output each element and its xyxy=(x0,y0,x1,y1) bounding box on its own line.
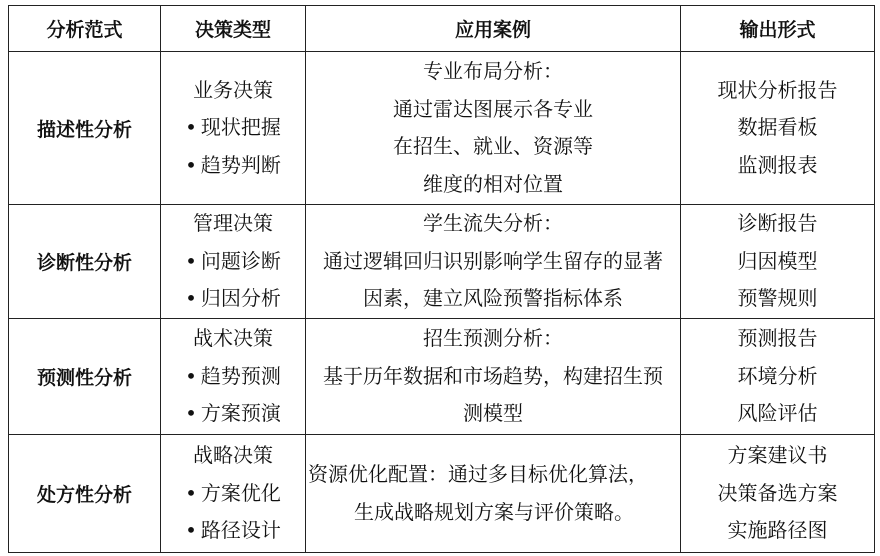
table-row xyxy=(9,319,875,435)
bullet-icon: • xyxy=(185,518,197,543)
output-item: 归因模型 xyxy=(737,248,818,273)
bullet-icon: • xyxy=(185,115,197,140)
bullet-icon: • xyxy=(185,286,197,311)
case-cell xyxy=(306,52,681,205)
decision-title: 业务决策 xyxy=(193,77,273,102)
case-cell xyxy=(306,319,681,435)
decision-item: • 方案预演 xyxy=(185,401,281,426)
output-item: 方案建议书 xyxy=(727,443,828,468)
bullet-icon: • xyxy=(185,152,197,177)
case-line: 招生预测分析： xyxy=(423,326,563,351)
decision-item: • 趋势预测 xyxy=(185,363,281,388)
decision-title: 战术决策 xyxy=(193,326,273,351)
table-row xyxy=(9,435,875,553)
paradigm-cell xyxy=(9,435,161,553)
output-item: 数据看板 xyxy=(737,115,818,140)
output-item: 监测报表 xyxy=(737,152,818,177)
case-line: 通过雷达图展示各专业 xyxy=(393,96,593,121)
decision-title: 管理决策 xyxy=(193,211,273,236)
case-line: 基于历年数据和市场趋势，构建招生预 xyxy=(323,363,663,388)
decision-item: • 归因分析 xyxy=(185,286,281,311)
decision-item: • 路径设计 xyxy=(185,518,281,543)
header-output: 输出形式 xyxy=(681,6,875,52)
output-cell xyxy=(681,205,875,319)
decision-item: • 趋势判断 xyxy=(185,152,281,177)
paradigm-label: 诊断性分析 xyxy=(36,252,132,274)
table-row xyxy=(9,205,875,319)
output-item: 预警规则 xyxy=(737,286,818,311)
paradigm-cell xyxy=(9,205,161,319)
decision-item: • 方案优化 xyxy=(185,480,281,505)
paradigm-cell xyxy=(9,319,161,435)
output-cell xyxy=(681,319,875,435)
output-item: 风险评估 xyxy=(737,401,818,426)
header-case: 应用案例 xyxy=(306,6,681,52)
case-line: 资源优化配置：通过多目标优化算法， xyxy=(308,462,648,486)
bullet-icon: • xyxy=(185,401,197,426)
header-paradigm: 分析范式 xyxy=(9,6,161,52)
paradigm-label: 处方性分析 xyxy=(36,484,132,506)
paradigm-cell xyxy=(9,52,161,205)
bullet-icon: • xyxy=(185,480,197,505)
table-row xyxy=(9,52,875,205)
decision-item: • 现状把握 xyxy=(185,115,281,140)
output-item: 诊断报告 xyxy=(737,211,818,236)
paradigm-label: 描述性分析 xyxy=(36,118,132,141)
decision-cell xyxy=(161,435,306,553)
case-line: 专业布局分析： xyxy=(423,59,563,83)
output-item: 决策备选方案 xyxy=(717,480,838,505)
output-item: 预测报告 xyxy=(737,326,818,351)
case-line: 学生流失分析： xyxy=(423,211,563,236)
output-item: 环境分析 xyxy=(737,363,818,388)
decision-cell xyxy=(161,52,306,205)
header-decision-type: 决策类型 xyxy=(161,6,306,52)
case-cell xyxy=(306,205,681,319)
bullet-icon: • xyxy=(185,363,197,388)
output-item: 实施路径图 xyxy=(727,518,828,543)
analysis-paradigm-table xyxy=(8,5,875,553)
output-cell xyxy=(681,52,875,205)
output-item: 现状分析报告 xyxy=(717,77,838,102)
paradigm-label: 预测性分析 xyxy=(36,367,132,389)
decision-cell xyxy=(161,205,306,319)
case-line: 测模型 xyxy=(463,401,523,426)
decision-item: • 问题诊断 xyxy=(185,248,281,273)
decision-cell xyxy=(161,319,306,435)
case-line: 在招生、就业、资源等 xyxy=(393,134,593,158)
bullet-icon: • xyxy=(185,248,197,273)
case-line: 生成战略规划方案与评价策略。 xyxy=(354,499,634,524)
header-row xyxy=(9,6,875,52)
case-cell xyxy=(306,435,681,553)
case-line: 维度的相对位置 xyxy=(423,171,563,196)
decision-title: 战略决策 xyxy=(193,443,273,468)
case-line: 因素，建立风险预警指标体系 xyxy=(363,286,623,311)
case-line: 通过逻辑回归识别影响学生留存的显著 xyxy=(323,248,663,273)
output-cell xyxy=(681,435,875,553)
